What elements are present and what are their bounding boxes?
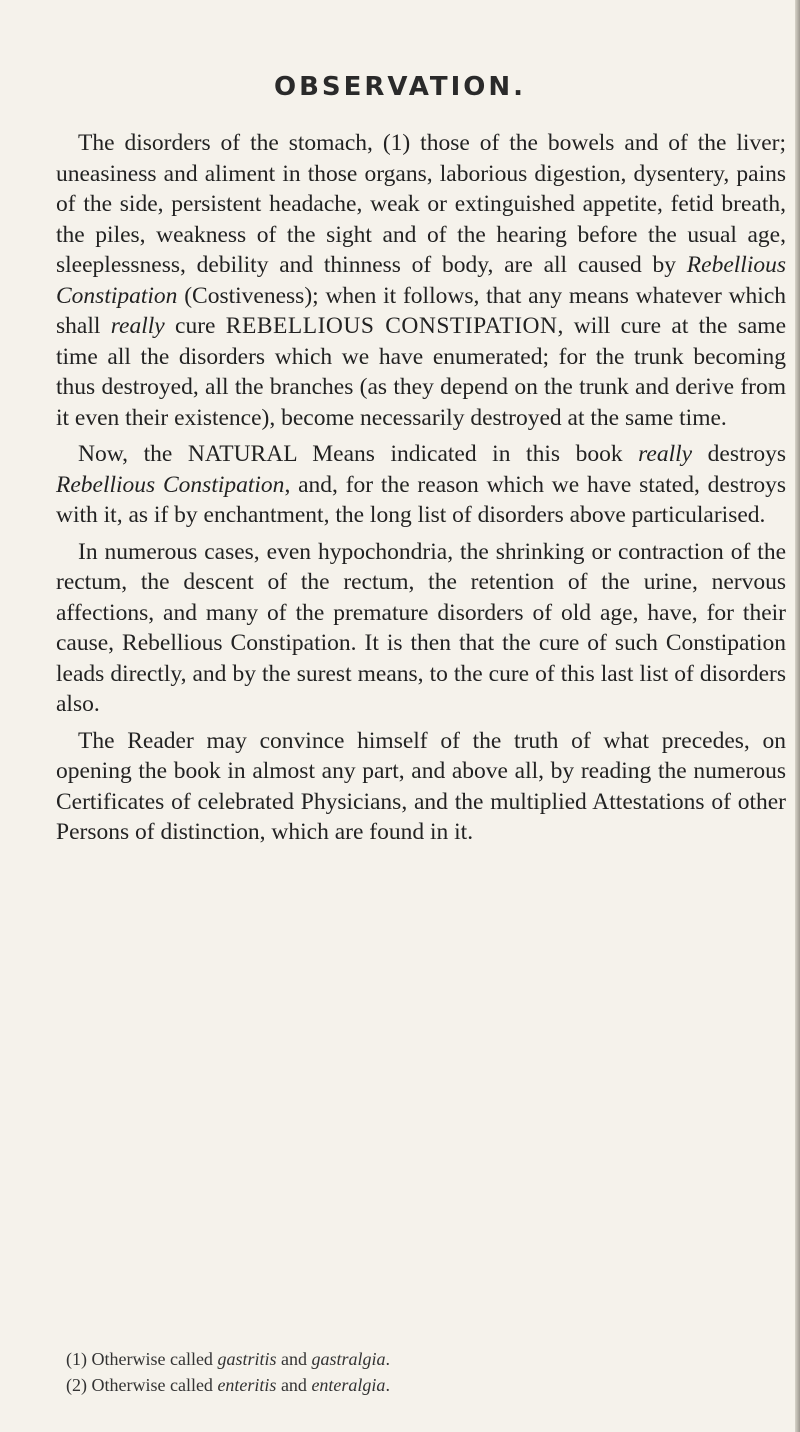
paragraph-1 (56, 128, 786, 433)
small-caps-run: REBELLIOUS CONSTIPATION (225, 313, 558, 339)
italic-run: gastritis (217, 1349, 277, 1369)
paragraph-2 (56, 439, 786, 531)
text-run: , and, for the reason which we have stated, destroys with it, as if by enchantment, the long list of disorders above particularised. (56, 471, 786, 528)
italic-run: Rebellious Constipation (56, 252, 786, 309)
text-run: cure (164, 313, 226, 339)
paragraph-3 (56, 537, 786, 720)
text-run: The Reader may convince himself of the truth of what precedes, on opening the book in almost any part, and above all, by reading the numerous Certificates of celebrated Physicians, and the multiplied Attestations of other Persons of distinction, which are found in it. (56, 727, 786, 845)
italic-run: Rebellious Constipation (56, 471, 285, 498)
text-run: (1) Otherwise called (66, 1349, 218, 1369)
text-run: and (276, 1375, 312, 1395)
italic-run: gastralgia (311, 1349, 386, 1369)
italic-run: enteritis (217, 1375, 277, 1395)
text-run: , will cure at the same time all the disorders which we have enumerated; for the trunk becoming thus destroyed, all the branches (as they depend on the trunk and derive from it even their existence), become necessarily destroyed at the same time. (56, 313, 787, 431)
text-run: . (385, 1349, 390, 1369)
footnote-2 (66, 1372, 776, 1398)
text-run: destroys (692, 441, 786, 467)
text-run: Now, the NATURAL Means indicated in this book (78, 441, 639, 467)
page-edge-shadow (795, 0, 800, 1432)
text-run: (Costiveness); when it follows, that any means whatever which shall (56, 282, 786, 339)
footnotes (66, 1346, 776, 1398)
text-run: In numerous cases, even hypochondria, the shrinking or contraction of the rectum, the descent of the rectum, the retention of the urine, nervous affections, and many of the premature disorders of old age, have, for their cause, Rebellious Constipation. It is then that the cure of such Constipation leads directly, and by the surest means, to the cure of this last list of disorders also. (56, 538, 786, 717)
text-run: The disorders of the stomach, (1) those of the bowels and of the liver; uneasiness and aliment in those organs, laborious digestion, dysentery, pains of the side, persistent headache, weak or extinguished appetite, fetid breath, the piles, weakness of the sight and of the hearing before the usual age, sleeplessness, debility and thinness of body, are all caused by (56, 130, 786, 278)
text-run: and (276, 1349, 312, 1369)
footnote-1 (66, 1346, 776, 1372)
body-text (56, 128, 786, 848)
italic-run: really (638, 441, 693, 467)
paragraph-4 (56, 726, 786, 848)
italic-run: enteralgia (311, 1375, 386, 1395)
italic-run: really (110, 313, 165, 339)
text-run: (2) Otherwise called (66, 1375, 218, 1395)
page-title: OBSERVATION. (273, 72, 527, 102)
text-run: . (385, 1375, 390, 1395)
